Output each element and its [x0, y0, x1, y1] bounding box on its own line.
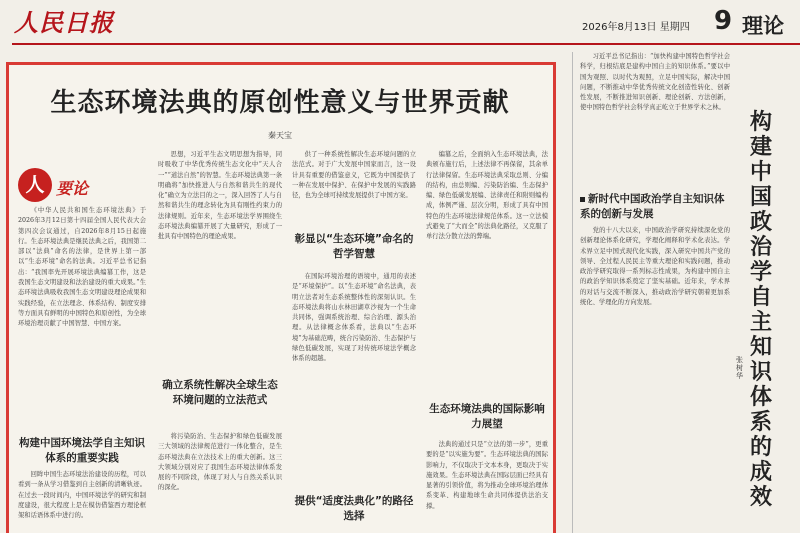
page-number: 9	[714, 6, 733, 36]
article-column-4	[426, 150, 548, 396]
newspaper-logo: 人民日报	[14, 8, 114, 37]
masthead-divider	[12, 43, 800, 45]
column-divider	[572, 52, 573, 533]
section-heading-1: 构建中国环境法学自主知识体系的重要实践	[19, 437, 145, 464]
article-byline: 秦天宝	[268, 131, 292, 140]
section-heading-4: 提供“适度法典化”的路径选择	[294, 495, 414, 522]
body-paragraph: 习近平总书记指出：“加快构建中国特色哲学社会科学，归根结底是建构中国自主的知识体系。”要以中国为观照、以时代为观照，立足中国实际，解决中国问题，不断推动中华优秀传统文化创造性转化、创新性发展，不断推进知识创新、理论创新、方法创新，使中国特色哲学社会科学真正屹立于世界学术之林。	[580, 53, 730, 112]
issue-date: 2026年8月13日 星期四	[582, 22, 690, 33]
article-column-1-body	[18, 470, 146, 532]
article-column-4-body	[426, 440, 548, 532]
body-paragraph: 编纂之后，全面纳入生态环境法典，法典颁布施行后，上述法律不再保留，其余单行法律保留。生态环境法典采取总则、分编的结构，由总则编、污染防治编、生态保护编、绿色低碳发展编、法律责任和附则编构成，体例严谨、层次分明，形成了具有中国特色的生态环境法律规范体系。这一立法模式避免了“大而全”的法典化路径，又克服了单行法分散立法的弊端。	[426, 151, 548, 241]
article-headline: 生态环境法典的原创性意义与世界贡献	[50, 88, 510, 118]
section-heading-3: 彰显以“生态环境”命名的哲学智慧	[294, 233, 414, 260]
lead-paragraph: 《中华人民共和国生态环境法典》于2026年3月12日第十四届全国人民代表大会第四次会议通过，自2026年8月15日起施行。生态环境法典是继民法典之后，我国第二部以“法典”命名的法律，是世界上第一部以“生态环境”命名的法典。习近平总书记指出：“我国率先开展环境法典编纂工作，这是我国生态文明建设和法治建设的重大成果。”生态环境法典吸收我国生态文明建设理论成果和实践经验，在立法理念、体系结构、制度安排等方面具有鲜明的中国特色和原创性，为全球环境治理贡献了中国智慧、中国方案。	[18, 207, 146, 328]
article-column-2	[158, 150, 282, 372]
sidebar-intro	[580, 52, 730, 184]
column-brand-badge	[18, 168, 118, 202]
section-heading-2: 确立系统性解决全球生态环境问题的立法范式	[162, 379, 278, 406]
body-paragraph: 思想，习近平生态文明思想为指导，同时吸收了中华优秀传统生态文化中“天人合一”“道法自然”的智慧。生态环境法典第一条明确将“加快推进人与自然和谐共生的现代化”确立为立法目的之一，深入回答了人与自然和谐共生的理念转化为具有刚性约束力的法律规则。近年来，生态环境法学界围绕生态环境法典编纂开展了大量研究，形成了一批具有中国特色的理论成果。	[158, 151, 282, 241]
body-paragraph: 将污染防治、生态保护和绿色低碳发展三大领域的法律规范进行一体化整合，是生态环境法典在立法技术上的重大创新。这三大领域分别对应了我国生态环境法律体系发展的不同阶段，体现了对人与自然关系认识的深化。	[158, 433, 282, 492]
sidebar-section-heading	[580, 192, 730, 222]
body-paragraph: 在国际环境治理的语境中，通用的表述是“环境保护”。以“生态环境”命名法典，表明立法者对生态系统整体性的深刻认识。生态环境法典将山水林田湖草沙视为一个生命共同体，强调系统治理、综合治理、源头治理。从法律概念体系看，法典以“生态环境”为基础范畴，统合污染防治、生态保护与绿色低碳发展，实现了对传统环境法学概念体系的超越。	[292, 273, 416, 363]
section-heading-5: 生态环境法典的国际影响力展望	[429, 403, 545, 430]
brand-label: 要论	[56, 179, 89, 198]
brand-logo-icon: 人	[18, 168, 52, 202]
article-column-2-body	[158, 432, 282, 532]
sidebar-author: 张树华	[736, 356, 743, 380]
body-paragraph: 回眸中国生态环境法治建设的历程，可以看到一条从学习借鉴到自主创新的清晰轨迹。在过去一段时间内，中国环境法学的研究和制度建设，很大程度上是在模仿借鉴西方理论框架和话语体系中进行的。	[18, 471, 146, 520]
article-column-3-body	[292, 272, 416, 490]
masthead	[0, 0, 800, 44]
section-title: 理论	[742, 14, 784, 38]
article-column-1	[18, 206, 146, 432]
square-bullet-icon	[580, 197, 585, 202]
sidebar-body	[580, 226, 730, 532]
body-paragraph: 党的十八大以来，中国政治学研究持续深化党的创新理论体系化研究，学理化阐释和学术化表达。学术界立足中国式现代化实践，深入研究中国共产党的领导、全过程人民民主等重大理论和实践问题，推动政治学研究取得一系列标志性成果，为构建中国自主的政治学知识体系奠定了坚实基础。近年来，学术界的对话与交流不断深入，推动政治学研究朝着更加系统化、学理化的方向发展。	[580, 227, 730, 307]
sidebar-headline: 构建中国政治学自主知识体系的成效	[749, 110, 772, 510]
body-paragraph: 法典的通过只是“立法的第一步”，更重要的是“以实施为要”。生态环境法典的国际影响力，不仅取决于文本本身，更取决于实施效果。生态环境法典在国际层面已经具有显著的引领价值，将为推动全球环境治理体系变革、构建地球生命共同体提供法治支撑。	[426, 441, 548, 510]
body-paragraph: 供了一种系统性解决生态环境问题的立法范式。对于广大发展中国家而言，这一设计具有重要的借鉴意义，它既为中国提供了一种在发展中保护、在保护中发展的实践路径，也为全球可持续发展提供了中国方案。	[292, 151, 416, 200]
sidebar-subhead-text: 新时代中国政治学自主知识体系的创新与发展	[580, 193, 725, 220]
article-column-3	[292, 150, 416, 226]
